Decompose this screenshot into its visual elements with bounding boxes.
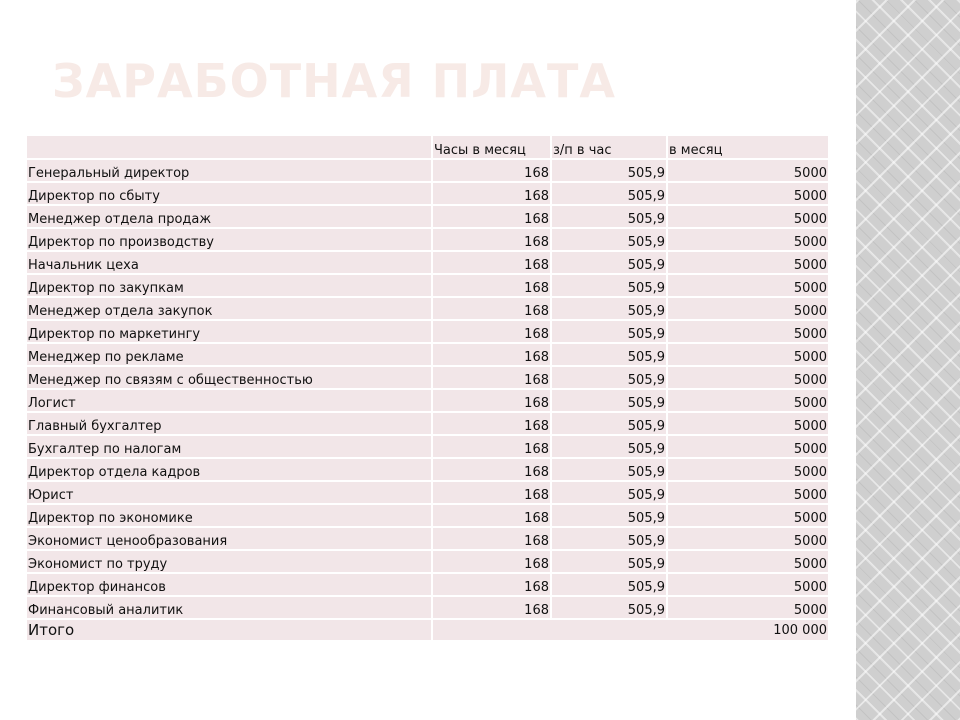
cell-monthly: 5000 [668, 183, 828, 204]
cell-hours: 168 [433, 551, 550, 572]
cell-hours: 168 [433, 597, 550, 618]
cell-rate: 505,9 [552, 436, 666, 457]
cell-rate: 505,9 [552, 160, 666, 181]
table-row [27, 367, 828, 388]
table-row [27, 183, 828, 204]
cell-position: Логист [27, 390, 431, 411]
cell-monthly: 5000 [668, 597, 828, 618]
cell-position: Директор отдела кадров [27, 459, 431, 480]
cell-rate: 505,9 [552, 183, 666, 204]
table-row [27, 597, 828, 618]
cell-hours: 168 [433, 459, 550, 480]
cell-hours: 168 [433, 413, 550, 434]
table-row [27, 482, 828, 503]
cell-hours: 168 [433, 367, 550, 388]
cell-position: Директор по экономике [27, 505, 431, 526]
cell-monthly: 5000 [668, 275, 828, 296]
cell-hours: 168 [433, 206, 550, 227]
cell-rate: 505,9 [552, 229, 666, 250]
cell-position: Главный бухгалтер [27, 413, 431, 434]
cell-monthly: 5000 [668, 229, 828, 250]
cell-monthly: 5000 [668, 482, 828, 503]
cell-position: Менеджер по рекламе [27, 344, 431, 365]
cell-hours: 168 [433, 183, 550, 204]
table-row [27, 390, 828, 411]
cell-position: Менеджер отдела закупок [27, 298, 431, 319]
cell-position: Директор по маркетингу [27, 321, 431, 342]
cell-hours: 168 [433, 482, 550, 503]
cell-rate: 505,9 [552, 252, 666, 273]
cell-rate: 505,9 [552, 413, 666, 434]
cell-position: Директор по закупкам [27, 275, 431, 296]
cell-hours: 168 [433, 390, 550, 411]
decorative-side-panel [856, 0, 960, 720]
table-header-row [27, 136, 828, 158]
cell-hours: 168 [433, 528, 550, 549]
cell-rate: 505,9 [552, 551, 666, 572]
cell-hours: 168 [433, 436, 550, 457]
cell-rate: 505,9 [552, 298, 666, 319]
cell-monthly: 5000 [668, 551, 828, 572]
cell-position: Юрист [27, 482, 431, 503]
table-row [27, 436, 828, 457]
cell-monthly: 5000 [668, 321, 828, 342]
header-position [27, 136, 431, 158]
cell-rate: 505,9 [552, 482, 666, 503]
cell-rate: 505,9 [552, 275, 666, 296]
cell-hours: 168 [433, 505, 550, 526]
cell-rate: 505,9 [552, 528, 666, 549]
cell-rate: 505,9 [552, 344, 666, 365]
cell-position: Директор по производству [27, 229, 431, 250]
table-body [27, 160, 828, 618]
cell-monthly: 5000 [668, 344, 828, 365]
table-row [27, 459, 828, 480]
header-hours: Часы в месяц [433, 136, 550, 158]
cell-rate: 505,9 [552, 505, 666, 526]
cell-hours: 168 [433, 160, 550, 181]
cell-position: Менеджер по связям с общественностью [27, 367, 431, 388]
table-row [27, 344, 828, 365]
cell-monthly: 5000 [668, 505, 828, 526]
cell-position: Финансовый аналитик [27, 597, 431, 618]
table-row [27, 229, 828, 250]
total-row [27, 620, 828, 640]
cell-monthly: 5000 [668, 206, 828, 227]
cell-monthly: 5000 [668, 367, 828, 388]
cell-rate: 505,9 [552, 390, 666, 411]
table-row [27, 160, 828, 181]
cell-monthly: 5000 [668, 436, 828, 457]
total-label: Итого [27, 620, 431, 640]
cell-rate: 505,9 [552, 459, 666, 480]
cell-position: Экономист ценообразования [27, 528, 431, 549]
cell-hours: 168 [433, 344, 550, 365]
cell-position: Директор финансов [27, 574, 431, 595]
cell-hours: 168 [433, 321, 550, 342]
cell-hours: 168 [433, 275, 550, 296]
total-value: 100 000 [433, 620, 828, 640]
cell-hours: 168 [433, 229, 550, 250]
cell-monthly: 5000 [668, 390, 828, 411]
table-row [27, 413, 828, 434]
cell-position: Начальник цеха [27, 252, 431, 273]
cell-position: Бухгалтер по налогам [27, 436, 431, 457]
table-row [27, 321, 828, 342]
cell-monthly: 5000 [668, 298, 828, 319]
table-row [27, 528, 828, 549]
table-row [27, 505, 828, 526]
cell-position: Директор по сбыту [27, 183, 431, 204]
cell-monthly: 5000 [668, 413, 828, 434]
cell-position: Генеральный директор [27, 160, 431, 181]
cell-rate: 505,9 [552, 574, 666, 595]
cell-position: Экономист по труду [27, 551, 431, 572]
cell-position: Менеджер отдела продаж [27, 206, 431, 227]
cell-monthly: 5000 [668, 160, 828, 181]
table-row [27, 298, 828, 319]
cell-rate: 505,9 [552, 206, 666, 227]
table-row [27, 551, 828, 572]
salary-table [25, 134, 830, 642]
table-row [27, 206, 828, 227]
table-row [27, 574, 828, 595]
table-row [27, 252, 828, 273]
cell-monthly: 5000 [668, 574, 828, 595]
header-monthly: в месяц [668, 136, 828, 158]
slide-title: ЗАРАБОТНАЯ ПЛАТА [52, 54, 616, 108]
cell-hours: 168 [433, 252, 550, 273]
cell-rate: 505,9 [552, 367, 666, 388]
cell-monthly: 5000 [668, 459, 828, 480]
cell-hours: 168 [433, 574, 550, 595]
cell-monthly: 5000 [668, 252, 828, 273]
cell-rate: 505,9 [552, 597, 666, 618]
cell-rate: 505,9 [552, 321, 666, 342]
cell-monthly: 5000 [668, 528, 828, 549]
table-row [27, 275, 828, 296]
cell-hours: 168 [433, 298, 550, 319]
header-rate: з/п в час [552, 136, 666, 158]
